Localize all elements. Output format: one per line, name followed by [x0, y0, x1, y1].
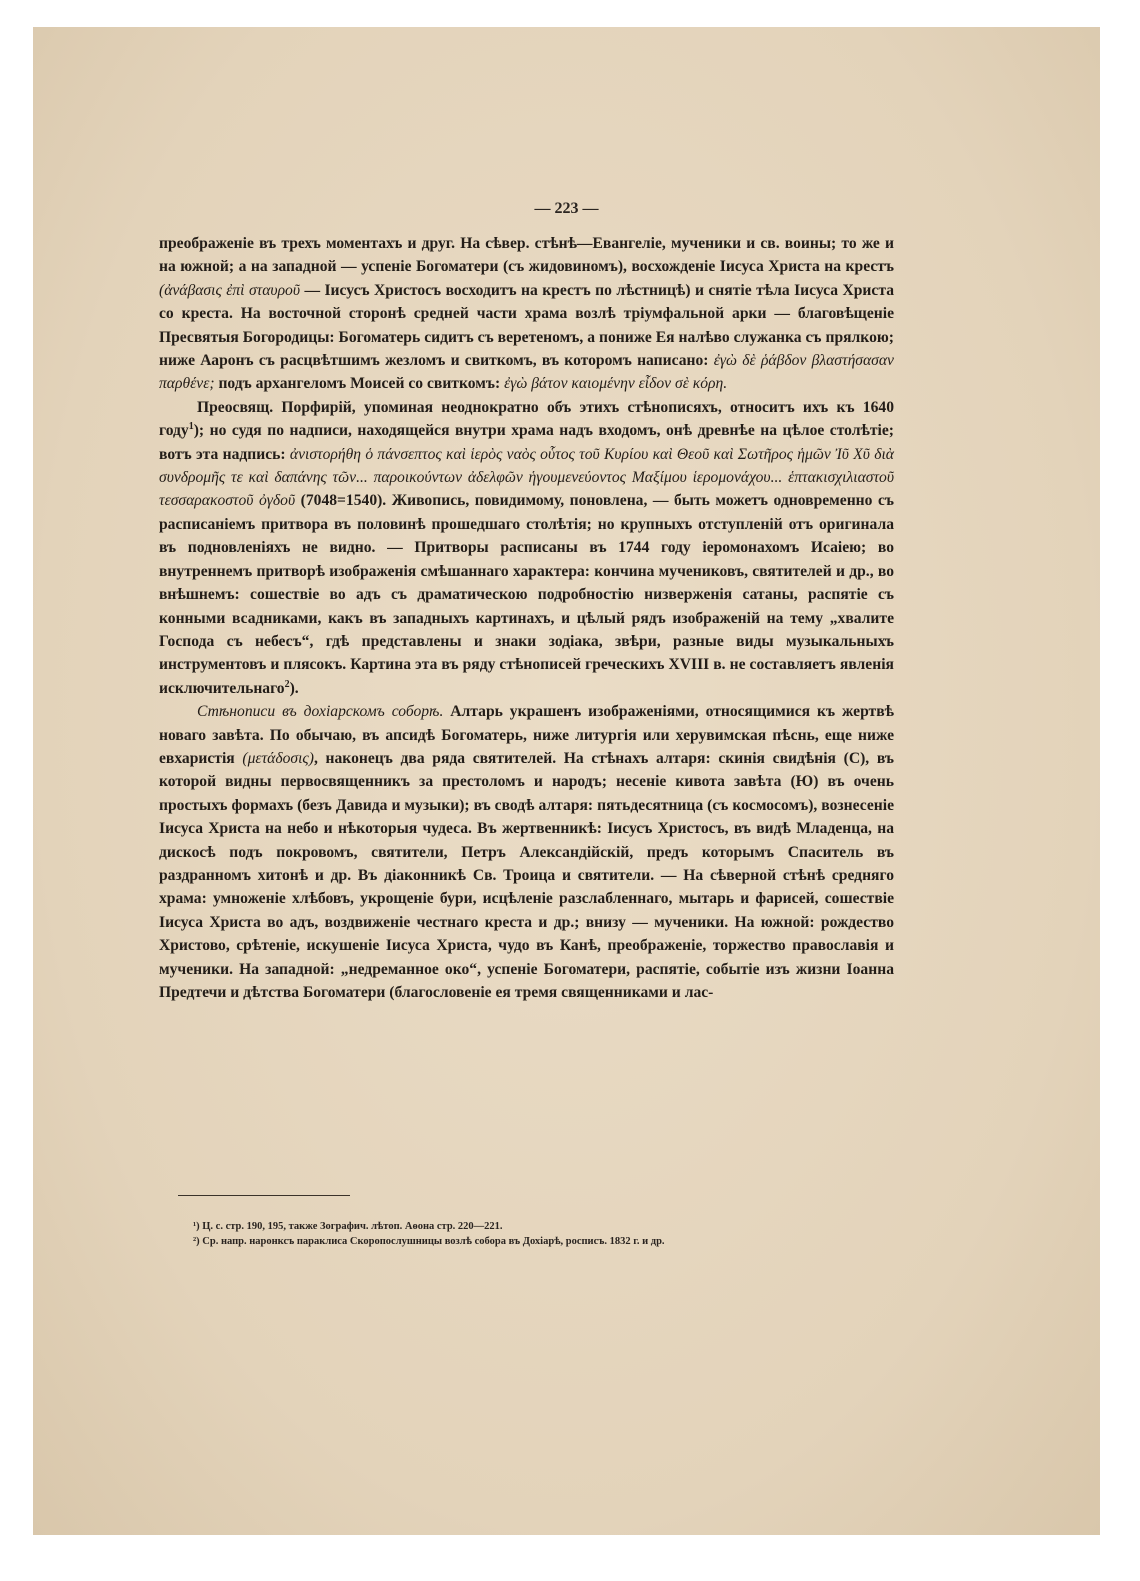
body-text	[159, 232, 894, 1004]
italic-text: ἀνιστορήθη ὁ πάνσεπτος καὶ ἱερὸς ναὸς οὗτος τοῦ Κυρίου καὶ Θεοῦ καὶ Σωτῆρος ἡμῶν Ἰῦ Χῦ διὰ συνδρομῆς τε καὶ δαπάνης τῶν... παροικούντων ἀδελφῶν ἡγουμενεύοντος Μαξίμου ἱερομονάχου... ἑπτακισχιλιαστοῦ τεσσαρακοστοῦ ὀγδοῦ	[159, 445, 894, 510]
footnotes	[193, 1219, 913, 1249]
italic-text: ἐγὼ βάτον καιομένην εἶδον σὲ κόρη.	[504, 375, 728, 393]
footnote-divider	[178, 1195, 350, 1196]
footnote: ²) Ср. напр. наронксъ параклиса Скоропослушницы возлѣ собора въ Дохіарѣ, росписъ. 1832 г. и др.	[193, 1236, 665, 1247]
footnote-ref: 2	[284, 678, 290, 690]
text-run: — Іисусъ Христосъ восходитъ на крестъ по лѣстницѣ) и снятіе тѣла Іисуса Христа со креста. На восточной сторонѣ средней части храма возлѣ тріумфальной арки — благовѣщеніе Пресвятыя Богородицы: Богоматерь сидитъ съ веретеномъ, а пониже Ея налѣво служанка съ прялкою; ниже Ааронъ съ расцвѣтшимъ жезломъ и свиткомъ, въ которомъ написано:	[159, 281, 894, 370]
paragraph	[159, 700, 894, 1004]
italic-text: Стѣнописи въ дохіарскомъ соборѣ.	[197, 703, 444, 721]
footnote-ref: 1	[188, 421, 194, 433]
text-run: преображеніе въ трехъ моментахъ и друг. На сѣвер. стѣнѣ—Евангеліе, мученики и св. воины; то же и на южной; а на западной — успеніе Богоматери (съ жидовиномъ), восхожденіе Іисуса Христа на крестъ	[159, 235, 894, 276]
text-run: подъ архангеломъ Моисей со свиткомъ:	[214, 375, 505, 393]
italic-text: (μετάδοσις)	[242, 749, 314, 767]
page-number: — 223 —	[534, 200, 599, 217]
text-run: (7048=1540). Живопись, повидимому, поновлена, — быть можетъ одновременно съ расписаніемъ притвора въ половинѣ прошедшаго столѣтія; но крупныхъ отступленій отъ оригинала въ подновленіяхъ не видно. — Притворы расписаны въ 1744 году іеромонахомъ Исаіею; во внутреннемъ притворѣ изображенія смѣшаннаго характера: кончина мучениковъ, святителей и др., во внѣшнемъ: сошествіе во адъ съ драматическою подробностію низверженія сатаны, распятіе съ конными всадниками, какъ въ западныхъ картинахъ, и цѣлый рядъ изображеній на тему „хвалите Господа съ небесъ“, гдѣ представлены и знаки зодіака, звѣри, разные виды музыкальныхъ инструментовъ и плясокъ. Картина эта въ ряду стѣнописей греческихъ XVIII в. не составляетъ явленія исключительнаго	[159, 492, 894, 697]
text-run: Алтарь украшенъ изображеніями, относящимися къ жертвѣ новаго завѣта. По обычаю, въ апсидѣ Богоматерь, ниже литургія или херувимская пѣснь, еще ниже евхаристія	[159, 703, 894, 767]
text-run: ).	[289, 679, 299, 697]
text-run: ); но судя по надписи, находящейся внутри храма надъ входомъ, онѣ древнѣе на цѣлое столѣтіе; вотъ эта надпись:	[159, 422, 894, 463]
text-run: , наконецъ два ряда святителей. На стѣнахъ алтаря: скинія свидѣнія (С), въ которой видны первосвященникъ за престоломъ и народъ; несеніе кивота завѣта (Ю) въ очень простыхъ формахъ (безъ Давида и музыки); въ сводѣ алтаря: пятьдесятница (съ космосомъ), вознесеніе Іисуса Христа на небо и нѣкоторыя чудеса. Въ жертвенникѣ: Іисусъ Христосъ, въ видѣ Младенца, на дискосѣ подъ покровомъ, святители, Петръ Александійскій, предъ которымъ Спаситель въ раздранномъ хитонѣ и др. Въ діаконникѣ Св. Троица и святители. — На сѣверной стѣнѣ средняго храма: умноженіе хлѣбовъ, укрощеніе бури, исцѣленіе разслабленнаго, мытарь и фарисей, сошествіе Іисуса Христа во адъ, воздвиженіе честнаго креста и др.; внизу — мученики. На южной: рождество Христово, срѣтеніе, искушеніе Іисуса Христа, чудо въ Канѣ, преображеніе, торжество православія и мученики. На западной: „недреманное око“, успеніе Богоматери, распятіе, событіе изъ жизни Іоанна Предтечи и дѣтства Богоматери (благословеніе ея тремя священниками и лас-	[159, 749, 894, 1001]
italic-text: (ἀνάβασις ἐπὶ σταυροῦ	[159, 281, 301, 299]
paragraph	[159, 232, 894, 396]
text-run: Преосвящ. Порфирій, упоминая неоднократно объ этихъ стѣнописяхъ, относитъ ихъ къ 1640 году	[159, 398, 894, 440]
footnote: ¹) Ц. с. стр. 190, 195, также Зографич. лѣтоп. Аѳона стр. 220—221.	[193, 1221, 503, 1232]
page-scan	[33, 27, 1100, 1535]
paragraph	[159, 396, 894, 700]
italic-text: ἐγὼ δὲ ῥάβδον βλαστήσασαν παρθένε;	[159, 352, 894, 393]
